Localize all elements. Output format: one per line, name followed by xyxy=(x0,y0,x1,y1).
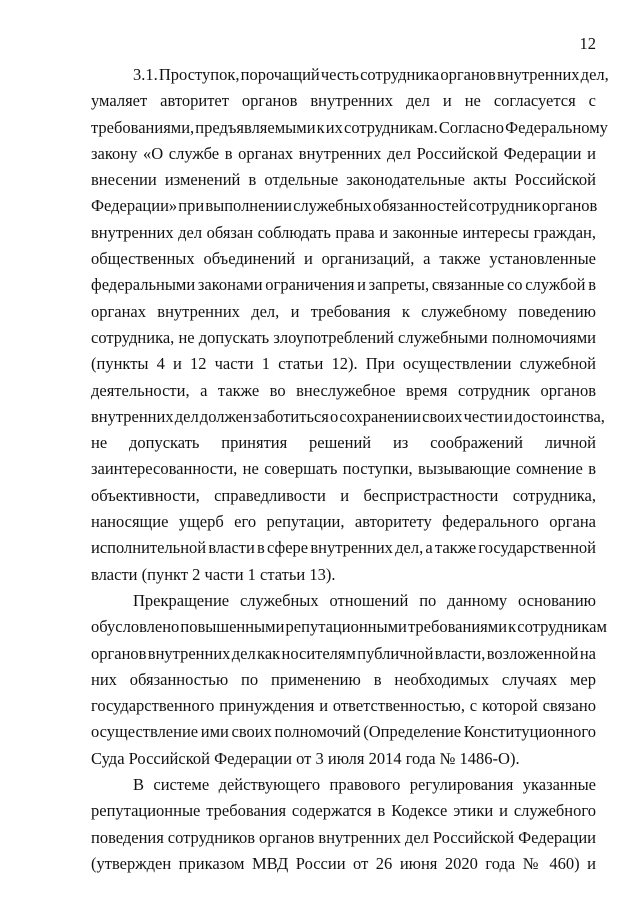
text-line: объективности, справедливости и беспристрастности сотрудника, xyxy=(91,485,596,505)
text-line: 3.1. Проступок, порочащий честь сотрудника органов внутренних дел, xyxy=(133,65,609,84)
text-line: исполнительной власти в сфере внутренних дел, а также государственной xyxy=(91,538,596,558)
paragraph-3 xyxy=(91,772,596,877)
text-line: федеральными законами ограничения и запреты, связанные со службой в xyxy=(91,275,596,295)
text-line: не допускать принятия решений из соображений личной xyxy=(91,433,596,453)
text-line: (утвержден приказом МВД России от 26 июня 2020 года № 460) и xyxy=(91,853,596,873)
text-line: внутренних дел должен заботиться о сохранении своих чести и достоинства, xyxy=(91,406,605,426)
page-number: 12 xyxy=(579,34,596,53)
text-line: закону «О службе в органах внутренних дел Российской Федерации и xyxy=(91,143,596,163)
text-line: государственного принуждения и ответственностью, с которой связано xyxy=(91,696,596,716)
text-line: требованиями, предъявляемыми к их сотрудникам. Согласно Федеральному xyxy=(91,117,608,137)
text-line: общественных объединений и организаций, а также установленные xyxy=(91,249,596,269)
text-line: органов внутренних дел как носителям публичной власти, возложенной на xyxy=(91,643,596,663)
text-line: наносящие ущерб его репутации, авторитету федерального органа xyxy=(91,512,596,532)
text-line: поведения сотрудников органов внутренних дел Российской Федерации xyxy=(91,827,596,847)
text-line: В системе действующего правового регулирования указанные xyxy=(133,775,596,795)
text-line: Прекращение служебных отношений по данному основанию xyxy=(133,590,596,610)
text-line: репутационные требования содержатся в Кодексе этики и служебного xyxy=(91,801,596,821)
text-line: них обязанностью по применению в необходимых случаях мер xyxy=(91,669,596,689)
text-line: власти (пункт 2 части 1 статьи 13). xyxy=(91,564,336,584)
text-line: обусловлено повышенными репутационными требованиями к сотрудникам xyxy=(91,617,607,637)
text-line: (пункты 4 и 12 части 1 статьи 12). При осуществлении служебной xyxy=(91,354,596,374)
text-line: осуществление ими своих полномочий (Определение Конституционного xyxy=(91,722,596,742)
text-line: внутренних дел обязан соблюдать права и законные интересы граждан, xyxy=(91,222,596,242)
text-line: внесении изменений в отдельные законодательные акты Российской xyxy=(91,170,596,190)
text-line: Суда Российской Федерации от 3 июля 2014 года № 1486-О). xyxy=(91,748,520,768)
paragraph-1 xyxy=(91,62,609,588)
text-line: Федерации» при выполнении служебных обязанностей сотрудник органов xyxy=(91,196,598,216)
paragraph-2 xyxy=(91,588,607,772)
text-line: умаляет авторитет органов внутренних дел и не согласуется с xyxy=(91,91,596,111)
text-line: заинтересованности, не совершать поступки, вызывающие сомнение в xyxy=(91,459,596,479)
document-body xyxy=(91,62,609,877)
text-line: сотрудника, не допускать злоупотреблений служебными полномочиями xyxy=(91,327,596,347)
text-line: деятельности, а также во внеслужебное время сотрудник органов xyxy=(91,380,596,400)
text-line: органах внутренних дел, и требования к служебному поведению xyxy=(91,301,596,321)
